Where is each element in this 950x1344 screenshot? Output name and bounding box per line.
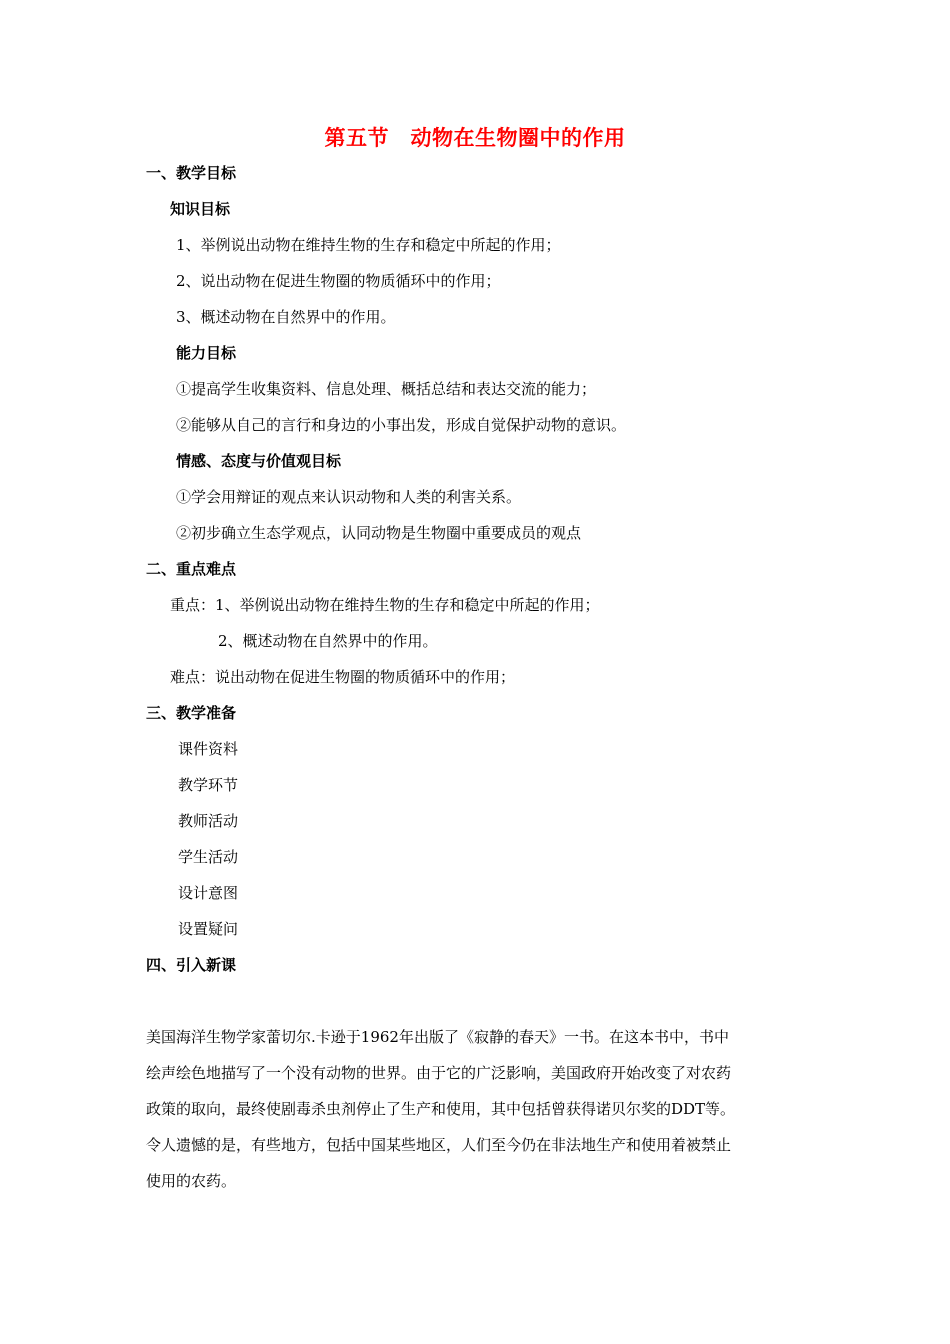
paragraph-line: 令人遗憾的是，有些地方，包括中国某些地区，人们至今仍在非法地生产和使用着被禁止 (146, 1136, 732, 1154)
subheading-knowledge: 知识目标 (170, 200, 231, 218)
preparation-item: 教师活动 (178, 812, 239, 830)
paragraph-line: 政策的取向，最终使剧毒杀虫剂停止了生产和使用，其中包括曾获得诺贝尔奖的DDT等。 (146, 1100, 736, 1118)
introduction-paragraph (146, 1019, 810, 1199)
preparation-item: 设置疑问 (178, 920, 239, 938)
section-heading-key-points: 二、重点难点 (146, 560, 237, 578)
subheading-ability: 能力目标 (176, 344, 237, 362)
preparation-item: 学生活动 (178, 848, 239, 866)
knowledge-item: 1、举例说出动物在维持生物的生存和稳定中所起的作用； (176, 236, 561, 254)
subheading-emotion: 情感、态度与价值观目标 (176, 452, 342, 470)
emotion-item: ②初步确立生态学观点，认同动物是生物圈中重要成员的观点 (176, 524, 582, 542)
preparation-item: 课件资料 (178, 740, 239, 758)
page-title: 第五节 动物在生物圈中的作用 (324, 126, 626, 150)
paragraph-line: 美国海洋生物学家蕾切尔.卡逊于1962年出版了《寂静的春天》一书。在这本书中，书中 (146, 1028, 729, 1046)
emotion-item: ①学会用辩证的观点来认识动物和人类的利害关系。 (176, 488, 522, 506)
section-heading-introduction: 四、引入新课 (146, 956, 237, 974)
preparation-item: 设计意图 (178, 884, 239, 902)
key-point: 2、概述动物在自然界中的作用。 (218, 632, 438, 650)
section-heading-preparation: 三、教学准备 (146, 704, 237, 722)
difficulty-point: 难点：说出动物在促进生物圈的物质循环中的作用； (170, 668, 516, 686)
knowledge-item: 2、说出动物在促进生物圈的物质循环中的作用； (176, 272, 501, 290)
section-heading-objectives: 一、教学目标 (146, 164, 237, 182)
preparation-item: 教学环节 (178, 776, 239, 794)
key-point: 重点：1、举例说出动物在维持生物的生存和稳定中所起的作用； (170, 596, 600, 614)
ability-item: ②能够从自己的言行和身边的小事出发，形成自觉保护动物的意识。 (176, 416, 627, 434)
ability-item: ①提高学生收集资料、信息处理、概括总结和表达交流的能力； (176, 380, 597, 398)
paragraph-line: 使用的农药。 (146, 1172, 237, 1190)
paragraph-line: 绘声绘色地描写了一个没有动物的世界。由于它的广泛影响，美国政府开始改变了对农药 (146, 1064, 732, 1082)
knowledge-item: 3、概述动物在自然界中的作用。 (176, 308, 396, 326)
